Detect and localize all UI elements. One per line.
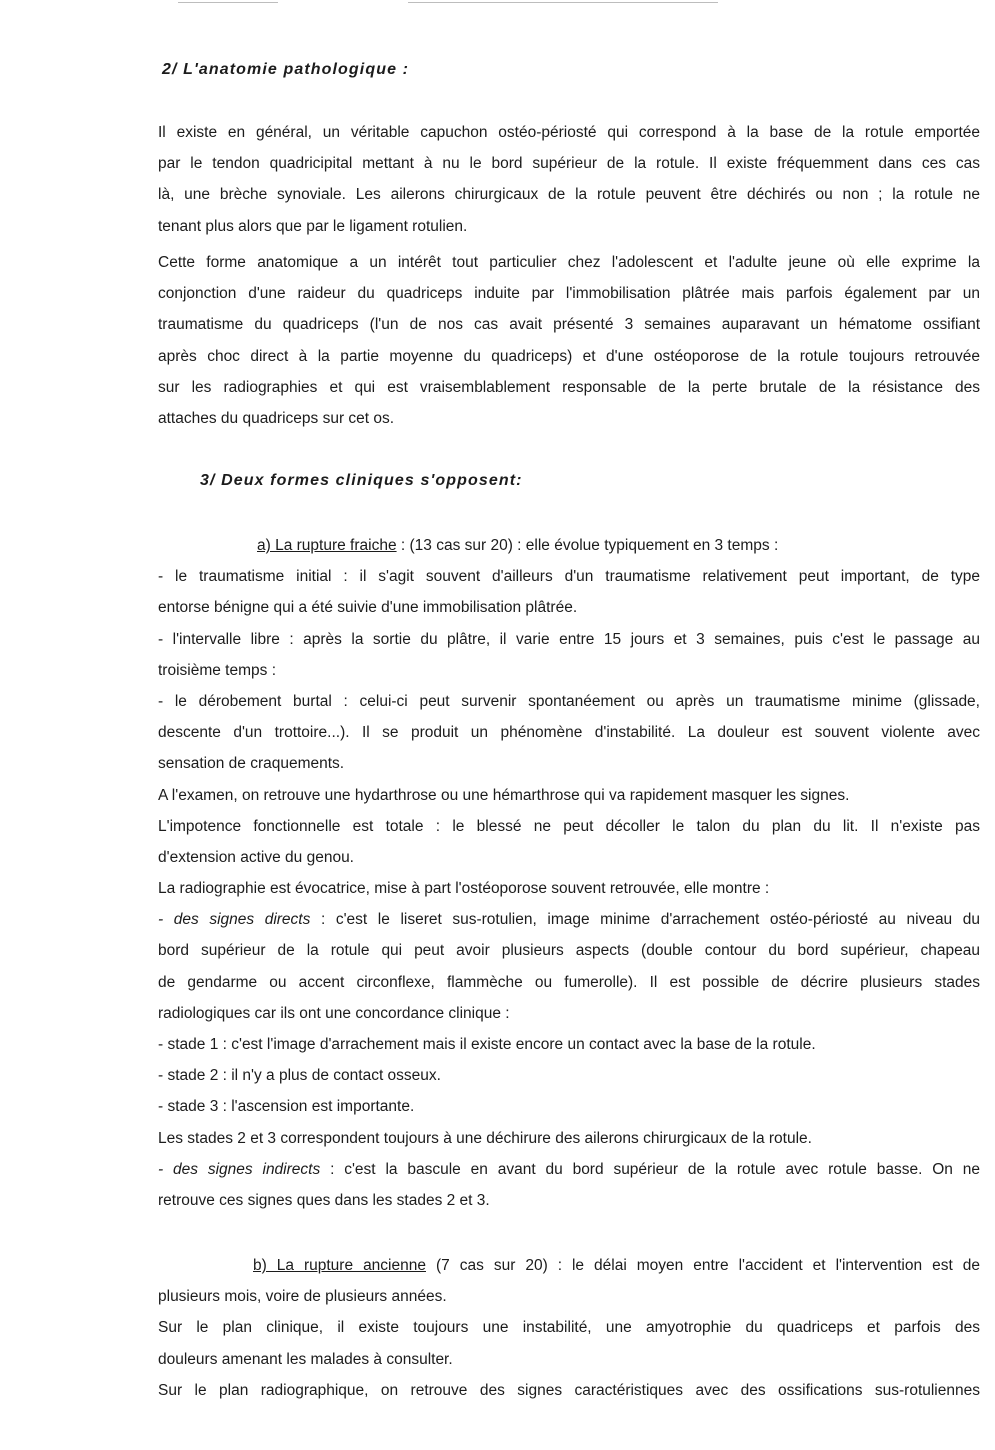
indirect-signs-line <box>158 1154 980 1185</box>
text-line: radiologiques car ils ont une concordance clinique : <box>158 1004 510 1022</box>
text-line: tenant plus alors que par le ligament rotulien. <box>158 217 468 235</box>
text-line: - stade 2 : il n'y a plus de contact osseux. <box>158 1067 441 1085</box>
text-line: La radiographie est évocatrice, mise à part l'ostéoporose souvent retrouvée, elle montre : <box>158 880 770 898</box>
text-line: Sur le plan radiographique, on retrouve des signes caractéristiques avec des ossifications sus-rotuliennes <box>158 1381 980 1399</box>
section-3-heading: 3/ Deux formes cliniques s'opposent: <box>200 472 523 489</box>
text-line: Cette forme anatomique a un intérêt tout particulier chez l'adolescent et l'adulte jeune où elle exprime la <box>158 254 980 271</box>
subsection-b-intro-line <box>158 1250 980 1281</box>
subsection-a-intro: : (13 cas sur 20) : elle évolue typiquement en 3 temps : <box>396 537 779 554</box>
text-line: A l'examen, on retrouve une hydarthrose ou une hémarthrose qui va rapidement masquer les signes. <box>158 786 850 804</box>
text-line: traumatisme du quadriceps (l'un de nos cas avait présenté 3 semaines auparavant un hématome ossifiant <box>158 316 980 334</box>
text-line: bord supérieur de la rotule qui peut avoir plusieurs aspects (double contour du bord supérieur, chapeau <box>158 942 980 960</box>
subsection-a-title: a) La rupture fraiche <box>257 537 397 554</box>
text-line: sur les radiographies et qui est vraisemblablement responsable de la perte brutale de la résistance des <box>158 378 980 396</box>
direct-signs-text: : c'est le liseret sus-rotulien, image minime d'arrachement ostéo-périosté au niveau du <box>310 911 980 929</box>
text-line: sensation de craquements. <box>158 755 345 773</box>
scan-mark <box>408 2 718 3</box>
text-line: - stade 3 : l'ascension est importante. <box>158 1098 415 1116</box>
section-2-paragraph-1 <box>158 117 980 242</box>
subsection-a-intro-line <box>158 530 980 561</box>
text-line: par le tendon quadricipital mettant à nu le bord supérieur de la rotule. Il existe fréquemment dans ces cas <box>158 155 980 173</box>
text-line: Il existe en général, un véritable capuchon ostéo-périosté qui correspond à la base de la rotule emportée <box>158 124 980 141</box>
text-line: conjonction d'une raideur du quadriceps induite par l'immobilisation plâtrée mais parfois également par un <box>158 285 980 303</box>
text-line: descente d'un trottoire...). Il se produit un phénomène d'instabilité. La douleur est souvent violente avec <box>158 724 980 742</box>
subsection-b-title: b) La rupture ancienne <box>253 1257 426 1274</box>
indirect-signs-text: : c'est la bascule en avant du bord supérieur de la rotule avec rotule basse. On ne <box>320 1160 980 1178</box>
text-line: douleurs amenant les malades à consulter. <box>158 1350 453 1368</box>
text-line: après choc direct à la partie moyenne du quadriceps) et d'une ostéoporose de la rotule toujours retrouvée <box>158 347 980 365</box>
text-line: - l'intervalle libre : après la sortie du plâtre, il varie entre 15 jours et 3 semaines, puis c'est le passage au <box>158 630 980 648</box>
text-line: entorse bénigne qui a été suivie d'une immobilisation plâtrée. <box>158 599 578 617</box>
subsection-b-intro: (7 cas sur 20) : le délai moyen entre l'accident et l'intervention est de <box>425 1257 980 1274</box>
section-2-heading: 2/ L'anatomie pathologique : <box>162 61 410 78</box>
text-line: - le traumatisme initial : il s'agit souvent d'ailleurs d'un traumatisme relativement peut important, de type <box>158 568 980 586</box>
direct-signs-label: - des signes directs <box>158 911 311 929</box>
text-line: là, une brèche synoviale. Les ailerons chirurgicaux de la rotule peuvent être déchirés ou non ; la rotule ne <box>158 186 980 204</box>
scan-mark <box>178 2 278 3</box>
text-line: troisième temps : <box>158 661 277 679</box>
text-line: - le dérobement burtal : celui-ci peut survenir spontanéement ou après un traumatisme minime (glissade, <box>158 692 980 710</box>
text-line: retrouve ces signes ques dans les stades 2 et 3. <box>158 1191 490 1209</box>
text-line: attaches du quadriceps sur cet os. <box>158 409 395 427</box>
section-3a-paragraph <box>158 530 980 1216</box>
indirect-signs-label: - des signes indirects <box>158 1160 321 1178</box>
text-line: d'extension active du genou. <box>158 848 354 866</box>
text-line: plusieurs mois, voire de plusieurs années. <box>158 1288 447 1306</box>
scan-top-marks <box>0 0 995 8</box>
text-line: - stade 1 : c'est l'image d'arrachement mais il existe encore un contact avec la base de la rotule. <box>158 1036 816 1053</box>
text-line: Sur le plan clinique, il existe toujours une instabilité, une amyotrophie du quadriceps et parfois des <box>158 1319 980 1337</box>
section-2-paragraph-2 <box>158 247 980 434</box>
text-line: Les stades 2 et 3 correspondent toujours à une déchirure des ailerons chirurgicaux de la rotule. <box>158 1129 812 1147</box>
section-3b-paragraph <box>158 1250 980 1406</box>
text-line: de gendarme ou accent circonflexe, flammèche ou fumerolle). Il est possible de décrire plusieurs stades <box>158 973 980 991</box>
direct-signs-line <box>158 904 980 935</box>
text-line: L'impotence fonctionnelle est totale : le blessé ne peut décoller le talon du plan du lit. Il n'existe pas <box>158 817 980 835</box>
